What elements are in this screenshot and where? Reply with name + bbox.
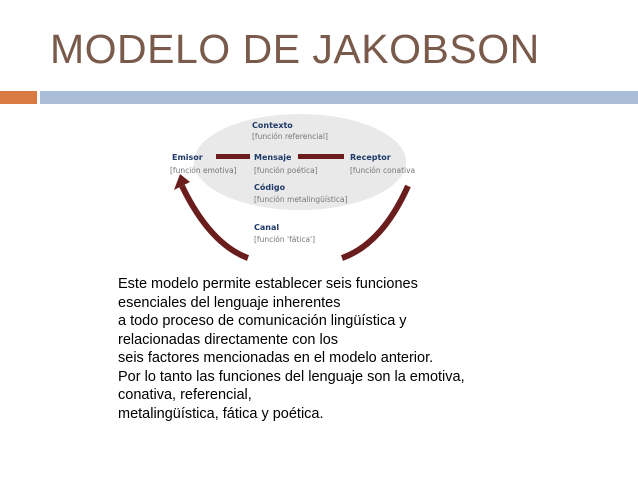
emisor-mensaje-arrow: [216, 154, 250, 159]
description-paragraph: [118, 275, 538, 423]
contexto-label: Contexto: [252, 121, 293, 130]
description-line: seis factores mencionadas en el modelo anterior.: [118, 350, 434, 366]
mensaje-function: [función poética]: [254, 166, 318, 175]
canal-label: Canal: [254, 223, 280, 232]
canal-function: [función 'fática']: [254, 235, 316, 244]
receptor-function: [función conativa: [350, 166, 416, 175]
description-line: esenciales del lenguaje inherentes: [118, 294, 341, 311]
mensaje-label: Mensaje: [254, 153, 292, 162]
description-line: Por lo tanto las funciones del lenguaje son la emotiva,: [118, 368, 465, 385]
description-line: conativa, referencial,: [118, 387, 252, 403]
description-line: Este modelo permite establecer seis funciones: [118, 276, 418, 292]
mensaje-receptor-arrow: [298, 154, 344, 159]
orange-accent-bar: [0, 91, 37, 104]
description-line: relacionadas directamente con los: [118, 331, 339, 348]
jakobson-diagram: [160, 104, 430, 264]
blue-accent-bar: [40, 91, 638, 104]
description-line: a todo proceso de comunicación lingüística y: [118, 313, 407, 329]
receptor-label: Receptor: [350, 153, 391, 162]
description-line: metalingüística, fática y poética.: [118, 405, 324, 422]
emisor-function: [función emotiva]: [170, 166, 237, 175]
slide-title: MODELO DE JAKOBSON: [50, 26, 540, 72]
emisor-label: Emisor: [172, 153, 203, 162]
codigo-label: Código: [254, 183, 286, 192]
codigo-function: [función metalingüística]: [254, 195, 348, 204]
contexto-function: [función referencial]: [252, 132, 328, 141]
